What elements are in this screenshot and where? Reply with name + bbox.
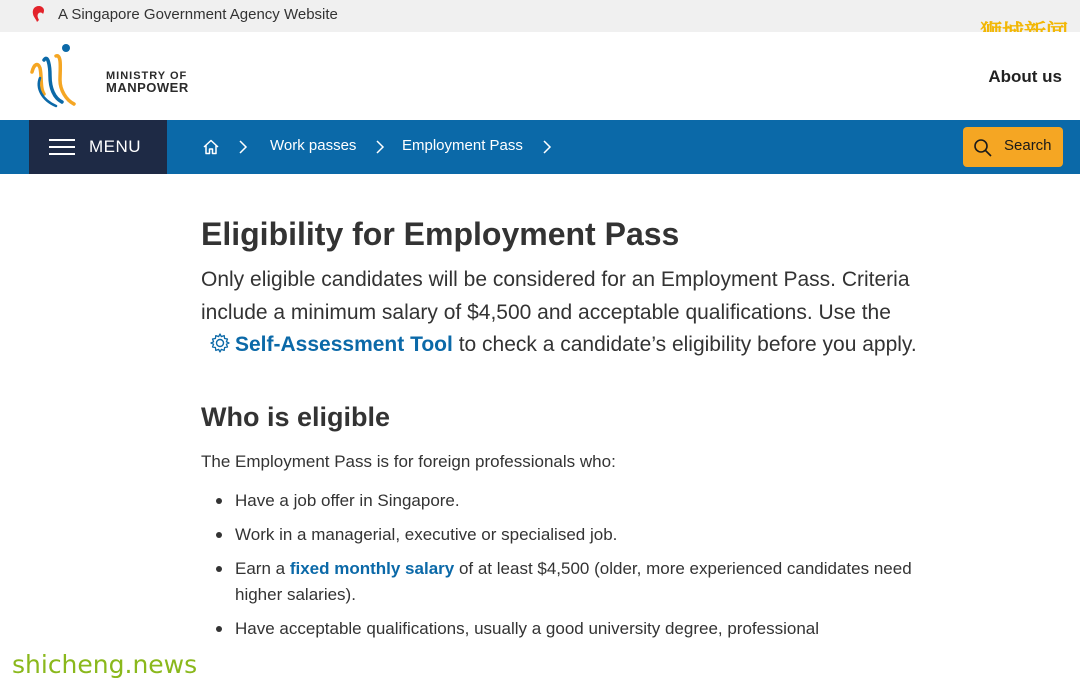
page-title: Eligibility for Employment Pass xyxy=(201,216,680,252)
chevron-right-icon xyxy=(374,138,386,156)
list-item-text: Work in a managerial, executive or specialised job. xyxy=(235,524,618,544)
lead-text-2: to check a candidate’s eligibility before you apply. xyxy=(458,333,917,356)
search-button[interactable] xyxy=(963,127,1063,167)
hamburger-icon xyxy=(49,139,75,155)
lead-paragraph xyxy=(201,264,921,362)
list-item xyxy=(201,488,921,514)
about-us-link[interactable]: About us xyxy=(988,67,1062,86)
list-item-text: Have acceptable qualifications, usually a good university degree, professional xyxy=(235,618,820,638)
chevron-right-icon xyxy=(237,138,249,156)
gov-banner-text: A Singapore Government Agency Website xyxy=(58,6,338,23)
list-item-text: of at least $4,500 (older, more experienced candidates need higher salaries). xyxy=(235,558,912,604)
menu-label: MENU xyxy=(89,137,142,156)
list-item xyxy=(201,616,921,642)
fixed-monthly-salary-link[interactable]: fixed monthly salary xyxy=(289,558,455,578)
menu-button[interactable] xyxy=(29,120,167,174)
list-item-text: Have a job offer in Singapore. xyxy=(235,490,460,510)
singapore-lion-icon xyxy=(30,5,48,23)
breadcrumb-employment-pass[interactable]: Employment Pass xyxy=(402,137,523,154)
watermark-bottom: shicheng.news xyxy=(12,650,198,679)
lead-text-1: Only eligible candidates will be considered for an Employment Pass. Criteria include a minimum salary of $4,500 and acceptable qualifications. Use the xyxy=(201,268,910,324)
mom-logo[interactable] xyxy=(26,42,189,110)
search-label: Search xyxy=(1004,137,1052,154)
breadcrumb-work-passes[interactable]: Work passes xyxy=(270,137,357,154)
chevron-right-icon xyxy=(541,138,553,156)
gov-banner xyxy=(0,0,1080,32)
home-icon[interactable] xyxy=(202,138,220,156)
mom-logo-icon xyxy=(26,42,82,110)
site-header xyxy=(0,32,1080,120)
eligibility-intro: The Employment Pass is for foreign professionals who: xyxy=(201,451,616,471)
list-item xyxy=(201,522,921,548)
list-item xyxy=(201,556,921,608)
logo-line2: MANPOWER xyxy=(106,80,189,95)
main-content xyxy=(201,214,921,650)
eligibility-list xyxy=(201,488,921,642)
mom-logo-text xyxy=(106,70,189,94)
search-icon xyxy=(973,138,993,158)
nav-bar xyxy=(0,120,1080,174)
gear-icon xyxy=(209,332,231,354)
self-assessment-tool-link[interactable]: Self-Assessment Tool xyxy=(235,333,453,356)
list-item-text: Earn a xyxy=(235,558,286,578)
logo-line1: MINISTRY OF xyxy=(106,70,188,82)
section-title-who-is-eligible: Who is eligible xyxy=(201,401,391,432)
